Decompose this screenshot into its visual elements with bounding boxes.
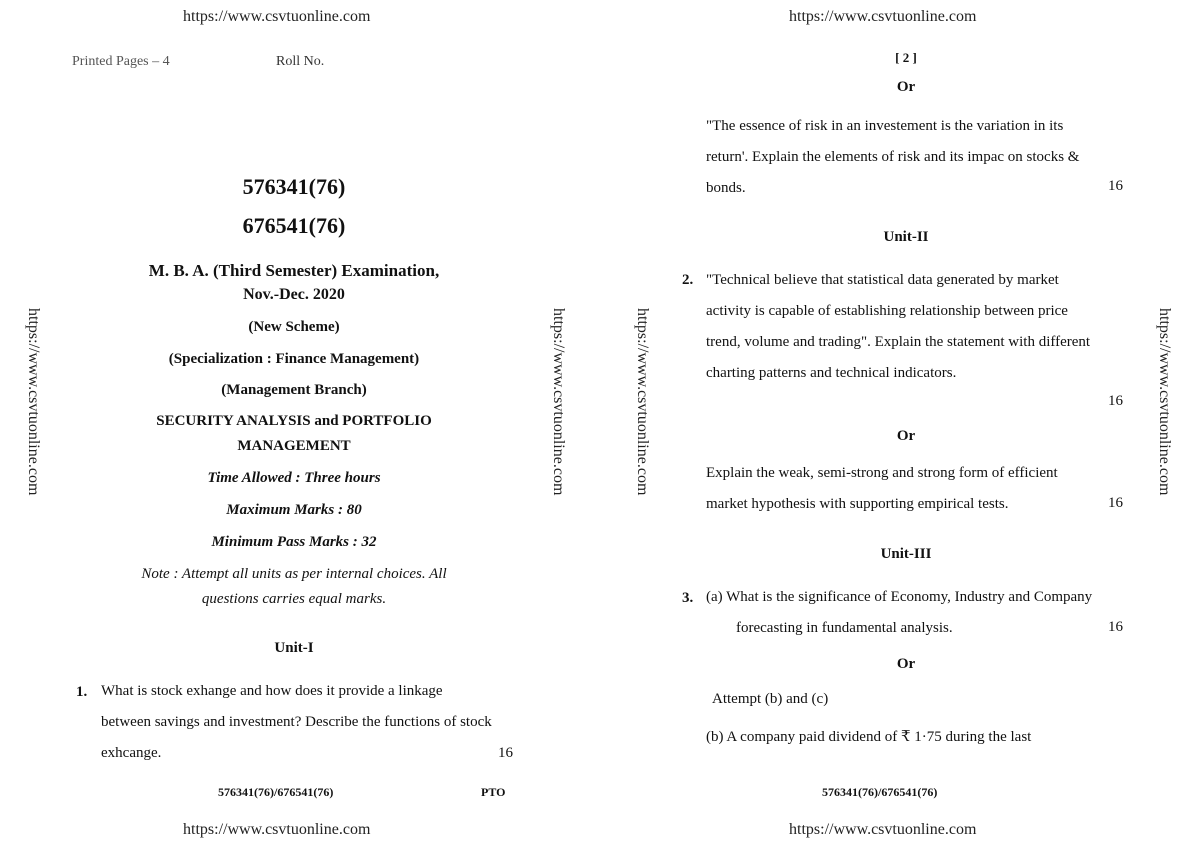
- roll-no: Roll No.: [276, 54, 325, 69]
- minimum-pass-marks: Minimum Pass Marks : 32: [211, 534, 377, 550]
- footer-url-right: https://www.csvtuonline.com: [789, 821, 977, 838]
- side-url-far-left: https://www.csvtuonline.com: [25, 308, 42, 496]
- maximum-marks: Maximum Marks : 80: [226, 502, 362, 518]
- side-url-center-right: https://www.csvtuonline.com: [634, 308, 651, 496]
- or-1: Or: [896, 79, 916, 95]
- or-2: Or: [896, 428, 916, 444]
- header-url-left: https://www.csvtuonline.com: [183, 8, 371, 25]
- question-1-text: What is stock exhange and how does it provide a linkage between savings and investment? Describe the functions of stock exhcange.: [101, 683, 492, 761]
- paper-code-1: 576341(76): [242, 174, 346, 199]
- exam-title-line1: M. B. A. (Third Semester) Examination,: [148, 261, 440, 280]
- or-3: Or: [896, 656, 916, 672]
- question-2-number: 2.: [682, 272, 694, 288]
- question-2-alternative-marks: 16: [1108, 495, 1123, 511]
- unit-1-heading: Unit-I: [274, 640, 314, 656]
- subject-line2: MANAGEMENT: [237, 438, 351, 454]
- question-3-attempt-instruction: Attempt (b) and (c): [712, 691, 829, 707]
- question-3-number: 3.: [682, 590, 694, 606]
- unit-2-heading: Unit-II: [883, 229, 929, 245]
- question-3a-text: (a) What is the significance of Economy, Industry and Company forecasting in fundamental analysis.: [706, 589, 1093, 636]
- subject-line1: SECURITY ANALYSIS and PORTFOLIO: [156, 413, 432, 429]
- scheme: (New Scheme): [248, 319, 340, 335]
- question-1-number: 1.: [76, 684, 88, 700]
- footer-code-left: 576341(76)/676541(76): [218, 785, 334, 799]
- branch: (Management Branch): [221, 382, 367, 398]
- question-3b-text: (b) A company paid dividend of ₹ 1·75 during the last: [706, 729, 1032, 745]
- specialization: (Specialization : Finance Management): [168, 351, 420, 367]
- exam-title-line2: Nov.-Dec. 2020: [243, 286, 345, 303]
- time-allowed: Time Allowed : Three hours: [207, 470, 381, 486]
- footer-code-right: 576341(76)/676541(76): [822, 785, 938, 799]
- question-3a-marks: 16: [1108, 619, 1123, 635]
- question-1-alternative-text: "The essence of risk in an investement is the variation in its return'. Explain the elements of risk and its impac on stocks & bonds.: [706, 118, 1080, 196]
- footer-pto: PTO: [481, 785, 506, 799]
- question-2-text: "Technical believe that statistical data generated by market activity is capable of establishing relationship between price trend, volume and trading". Explain the statement with different charting patterns and technical indicators.: [706, 272, 1091, 381]
- side-url-center-left: https://www.csvtuonline.com: [550, 308, 567, 496]
- question-2-marks: 16: [1108, 393, 1123, 409]
- question-1-marks: 16: [498, 745, 513, 761]
- question-1-alternative-marks: 16: [1108, 178, 1123, 194]
- unit-3-heading: Unit-III: [880, 546, 932, 562]
- note-line2: questions carries equal marks.: [201, 591, 387, 607]
- side-url-far-right: https://www.csvtuonline.com: [1156, 308, 1173, 496]
- header-url-right: https://www.csvtuonline.com: [789, 8, 977, 25]
- page-number: [ 2 ]: [895, 50, 917, 65]
- note-line1: Note : Attempt all units as per internal choices. All: [141, 566, 447, 582]
- paper-code-2: 676541(76): [242, 213, 346, 238]
- footer-url-left: https://www.csvtuonline.com: [183, 821, 371, 838]
- question-2-alternative-text: Explain the weak, semi-strong and strong form of efficient market hypothesis with supporting empirical tests.: [706, 465, 1058, 512]
- printed-pages: Printed Pages – 4: [72, 54, 170, 69]
